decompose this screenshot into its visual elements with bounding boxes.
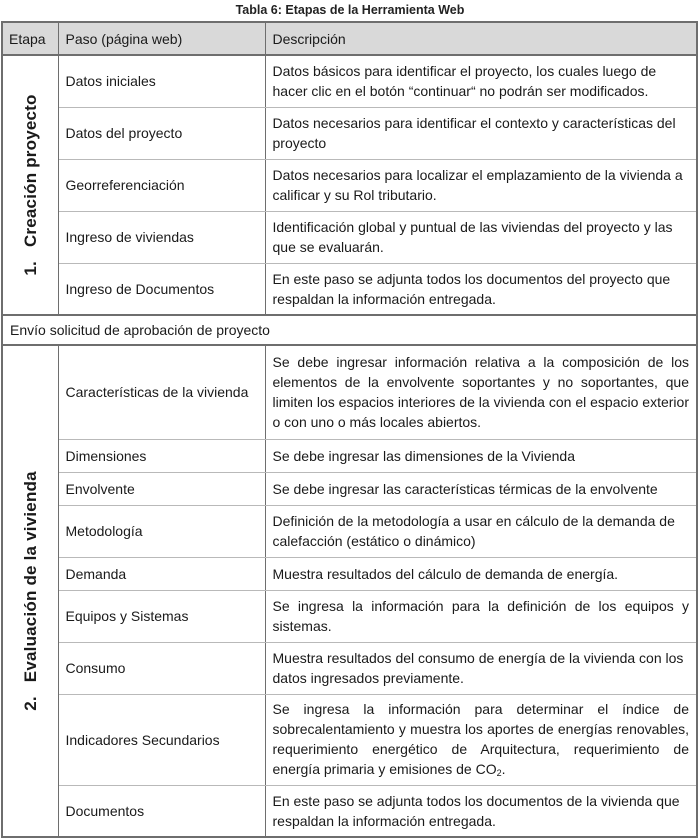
step-description: Se debe ingresar información relativa a la composición de los elementos de la envolvente soportantes y no soportantes, que limiten los espacios interiores de la vivienda con el espacio exterior o con uno o más locales abiertos. bbox=[265, 345, 697, 439]
step-name: Dimensiones bbox=[58, 439, 265, 472]
table-row bbox=[2, 590, 697, 642]
step-description: En este paso se adjunta todos los documentos del proyecto que respaldan la información entregada. bbox=[265, 263, 697, 315]
table-caption: Tabla 6: Etapas de la Herramienta Web bbox=[235, 3, 465, 17]
table-row bbox=[2, 263, 697, 315]
approval-request-label: Envío solicitud de aprobación de proyecto bbox=[2, 315, 697, 345]
stage-cell-evaluacion bbox=[2, 345, 58, 837]
table-row bbox=[2, 55, 697, 107]
step-description: Se ingresa la información para la definición de los equipos y sistemas. bbox=[265, 590, 697, 642]
step-description: Datos básicos para identificar el proyecto, los cuales luego de hacer clic en el botón “continuar“ no podrán ser modificados. bbox=[265, 55, 697, 107]
header-paso: Paso (página web) bbox=[58, 22, 265, 55]
step-description: Identificación global y puntual de las viviendas del proyecto y las que se evaluarán. bbox=[265, 211, 697, 263]
step-name: Características de la vivienda bbox=[58, 345, 265, 439]
step-description: Se debe ingresar las características térmicas de la envolvente bbox=[265, 472, 697, 505]
step-description: Muestra resultados del consumo de energía de la vivienda con los datos ingresados previamente. bbox=[265, 642, 697, 694]
table-row bbox=[2, 472, 697, 505]
step-name: Demanda bbox=[58, 557, 265, 590]
table-row bbox=[2, 557, 697, 590]
header-descripcion: Descripción bbox=[265, 22, 697, 55]
table-row bbox=[2, 211, 697, 263]
step-description: Datos necesarios para localizar el emplazamiento de la vivienda a calificar y su Rol tributario. bbox=[265, 159, 697, 211]
header-row bbox=[2, 22, 697, 55]
step-description: Se ingresa la información para determinar el índice de sobrecalentamiento y muestra los aportes de energías renovables, requerimiento energético de Arquitectura, requerimiento de energía primaria y emisiones de $CO_2$. bbox=[265, 694, 697, 785]
step-description: Muestra resultados del cálculo de demanda de energía. bbox=[265, 557, 697, 590]
approval-request-row bbox=[2, 315, 697, 345]
step-name: Documentos bbox=[58, 785, 265, 837]
table-row bbox=[2, 694, 697, 785]
step-name: Datos del proyecto bbox=[58, 107, 265, 159]
step-name: Consumo bbox=[58, 642, 265, 694]
table-row bbox=[2, 439, 697, 472]
step-name: Indicadores Secundarios bbox=[58, 694, 265, 785]
step-description: Definición de la metodología a usar en cálculo de la demanda de calefacción (estático o dinámico) bbox=[265, 505, 697, 557]
step-name: Datos iniciales bbox=[58, 55, 265, 107]
stage-label-creacion: 1.Creación proyecto bbox=[21, 94, 40, 276]
table-row bbox=[2, 642, 697, 694]
step-name: Ingreso de Documentos bbox=[58, 263, 265, 315]
table-row bbox=[2, 505, 697, 557]
stage-label-evaluacion: 2.Evaluación de la vivienda bbox=[21, 471, 40, 711]
step-name: Envolvente bbox=[58, 472, 265, 505]
stage-cell-creacion bbox=[2, 55, 58, 315]
table-row bbox=[2, 107, 697, 159]
header-etapa: Etapa bbox=[2, 22, 58, 55]
step-name: Equipos y Sistemas bbox=[58, 590, 265, 642]
step-description: En este paso se adjunta todos los documentos de la vivienda que respaldan la información entregada. bbox=[265, 785, 697, 837]
steps-table bbox=[1, 21, 698, 838]
step-name: Ingreso de viviendas bbox=[58, 211, 265, 263]
step-description: Datos necesarios para identificar el contexto y características del proyecto bbox=[265, 107, 697, 159]
step-description: Se debe ingresar las dimensiones de la Vivienda bbox=[265, 439, 697, 472]
table-row bbox=[2, 159, 697, 211]
table-row bbox=[2, 345, 697, 439]
step-name: Georreferenciación bbox=[58, 159, 265, 211]
step-name: Metodología bbox=[58, 505, 265, 557]
table-row bbox=[2, 785, 697, 837]
